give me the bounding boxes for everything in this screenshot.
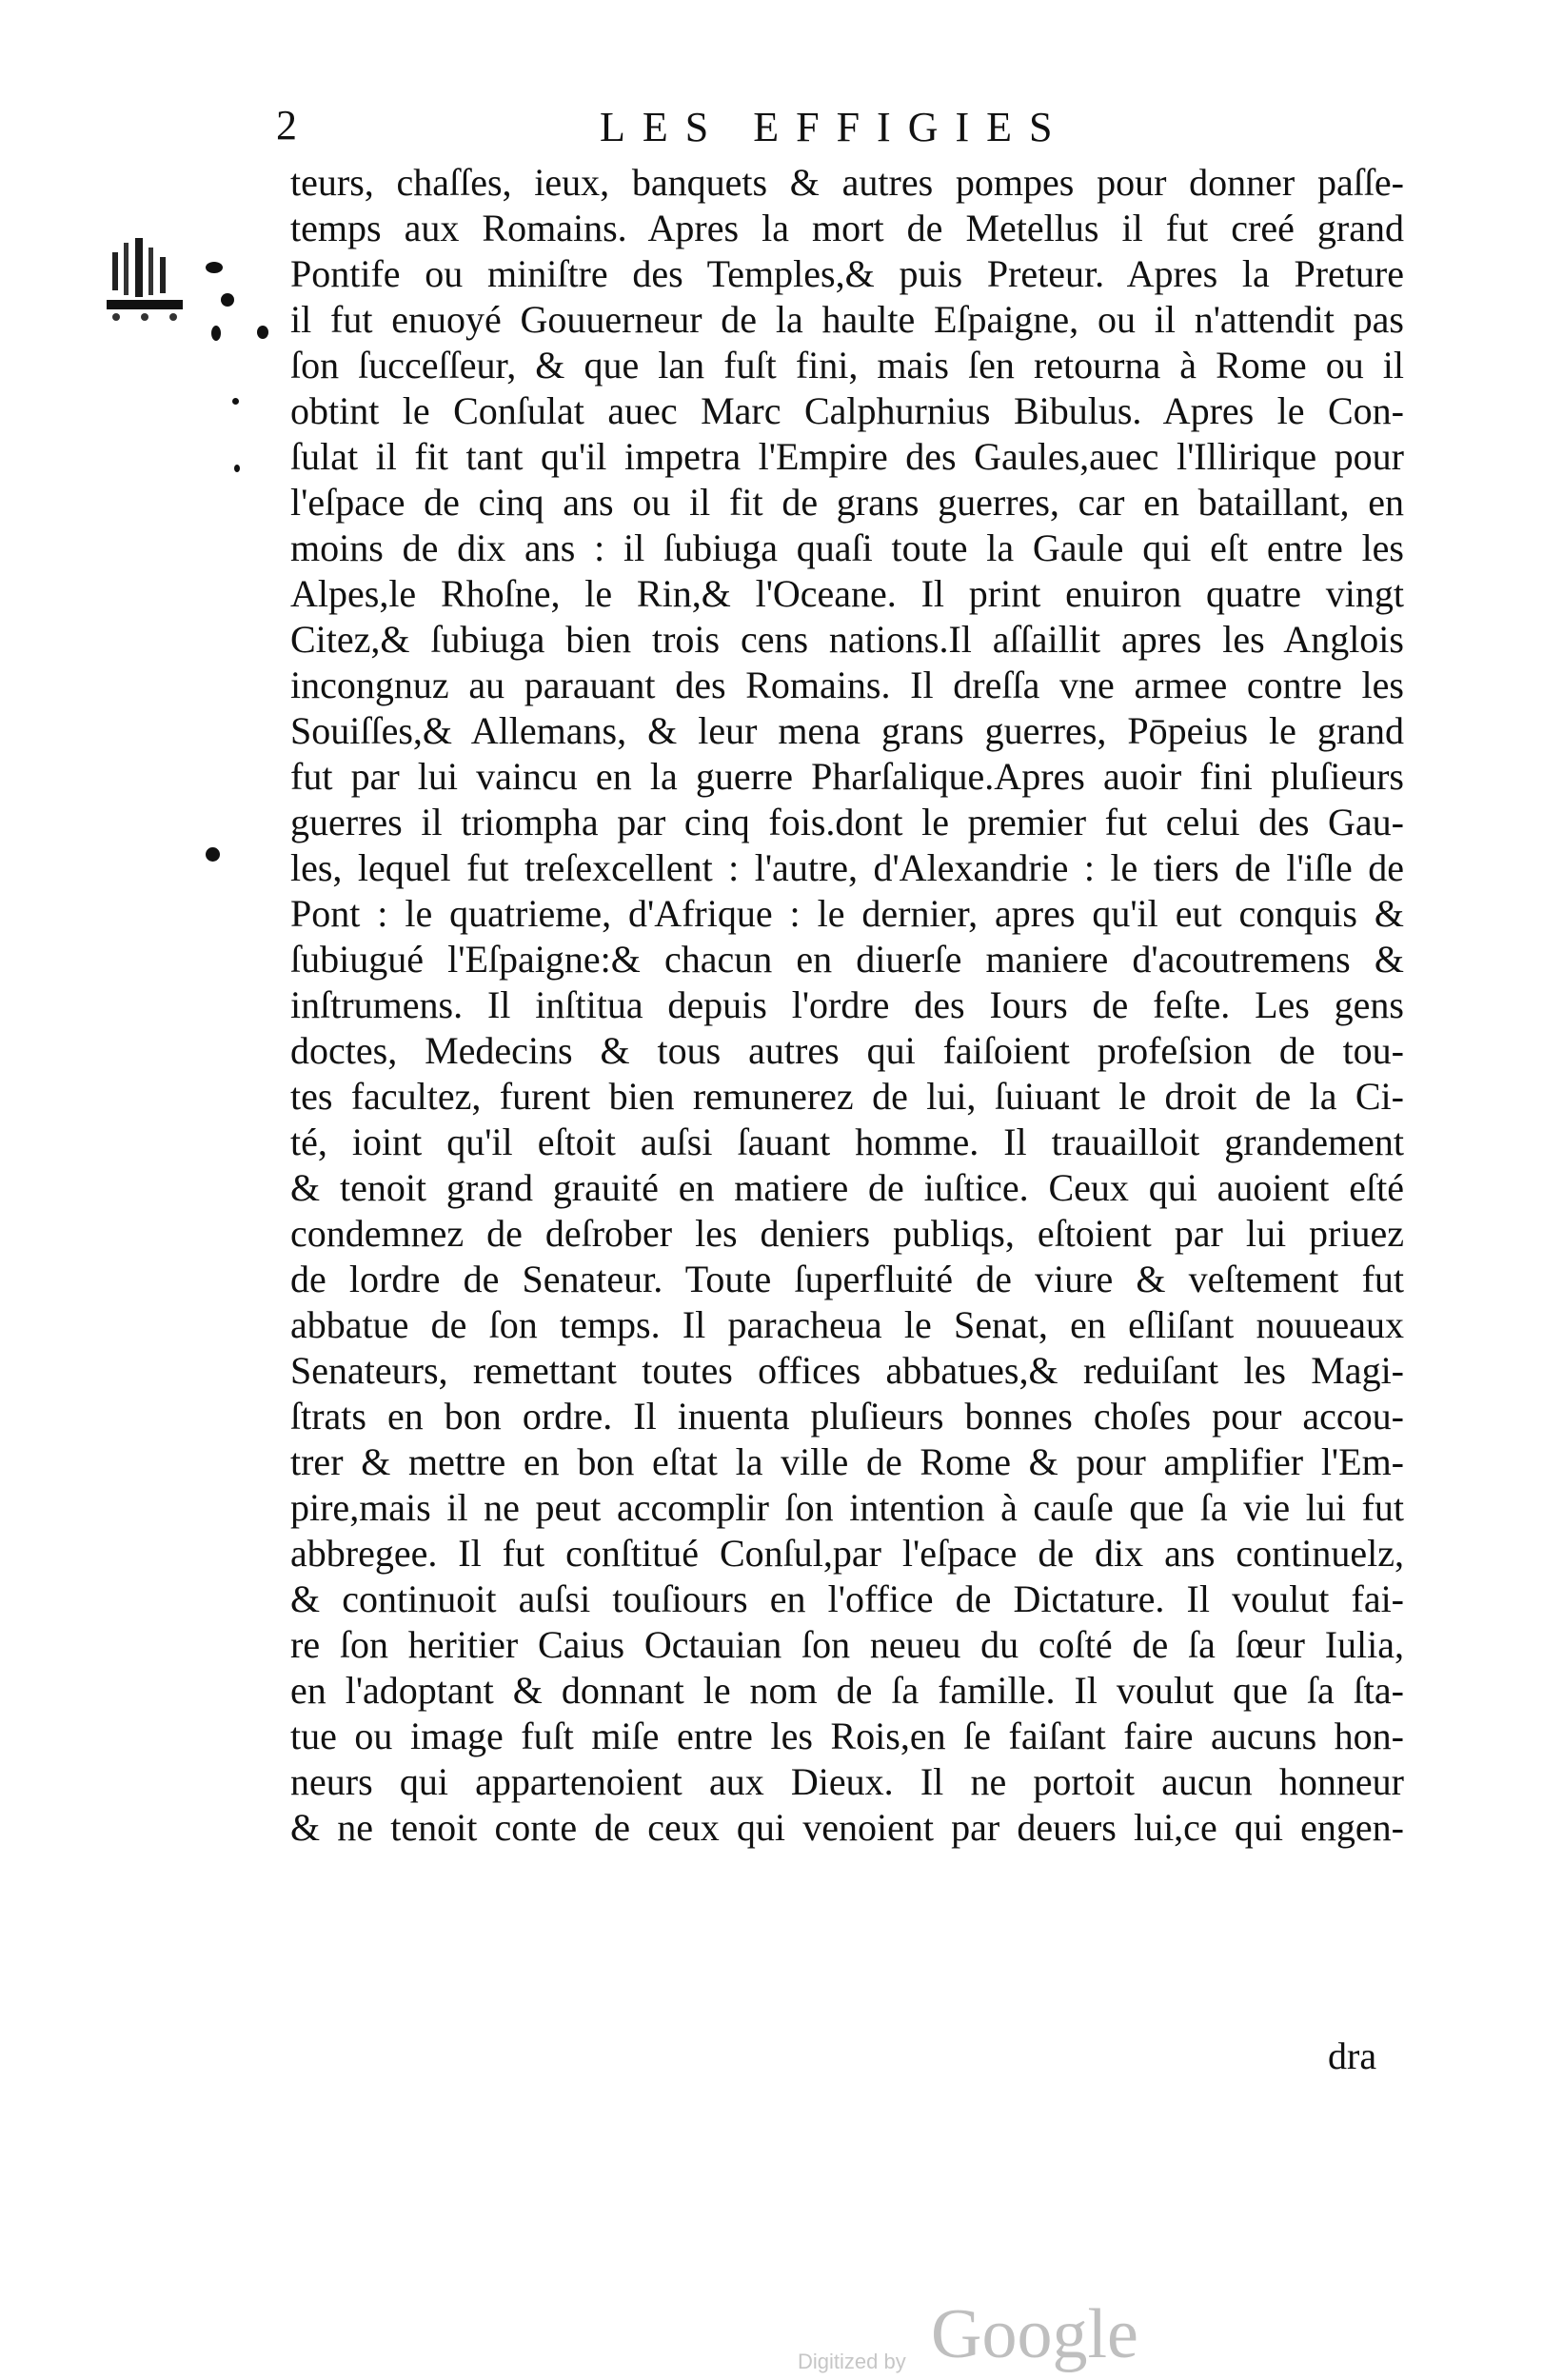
text-line: re ſon heritier Caius Octauian ſon neueu du coſté de ſa ſœur Iulia, [290, 1623, 1404, 1666]
text-line: Citez,& ſubiuga bien trois cens nations.Il aſſaillit apres les Anglois [290, 618, 1404, 661]
body-text [290, 160, 1404, 1851]
text-line: ſtrats en bon ordre. Il inuenta pluſieurs bonnes choſes pour accou- [290, 1395, 1404, 1438]
text-line: l'eſpace de cinq ans ou il fit de grans guerres, car en bataillant, en [290, 481, 1404, 524]
text-line: neurs qui appartenoient aux Dieux. Il ne portoit aucun honneur [290, 1760, 1404, 1803]
marginal-ornament-icon [105, 233, 190, 324]
text-line: doctes, Medecins & tous autres qui faiſoient profeſsion de tou- [290, 1029, 1404, 1072]
text-line: abbatue de ſon temps. Il paracheua le Senat, en eſliſant nouueaux [290, 1303, 1404, 1346]
text-line: & tenoit grand grauité en matiere de iuſtice. Ceux qui auoient eſté [290, 1166, 1404, 1209]
catchword: dra [1328, 2034, 1377, 2077]
text-line: teurs, chaſſes, ieux, banquets & autres pompes pour donner paſſe- [290, 161, 1404, 204]
text-line: té, ioint qu'il eſtoit auſsi ſauant homme. Il trauailloit grandement [290, 1121, 1404, 1163]
text-line: ſubiugué l'Eſpaigne:& chacun en diuerſe maniere d'acoutremens & [290, 938, 1404, 981]
text-line: obtint le Conſulat auec Marc Calphurnius Bibulus. Apres le Con- [290, 389, 1404, 432]
ink-mark [211, 326, 221, 341]
text-line: ſon ſucceſſeur, & que lan fuſt fini, mais ſen retourna à Rome ou il [290, 344, 1404, 387]
text-line: Alpes,le Rhoſne, le Rin,& l'Oceane. Il print enuiron quatre vingt [290, 572, 1404, 615]
text-line: Souiſſes,& Allemans, & leur mena grans guerres, Pōpeius le grand [290, 709, 1404, 752]
text-line: inſtrumens. Il inſtitua depuis l'ordre des Iours de feſte. Les gens [290, 983, 1404, 1026]
text-line: & continuoit auſsi touſiours en l'office de Dictature. Il voulut fai- [290, 1577, 1404, 1620]
text-line: Senateurs, remettant toutes offices abbatues,& reduiſant les Magi- [290, 1349, 1404, 1392]
text-line: il fut enuoyé Gouuerneur de la haulte Eſpaigne, ou il n'attendit pas [290, 298, 1404, 341]
ink-mark [206, 847, 220, 862]
text-line: en l'adoptant & donnant le nom de ſa famille. Il voulut que ſa ſta- [290, 1669, 1404, 1712]
google-logo: Google [931, 2295, 1138, 2373]
text-line: temps aux Romains. Apres la mort de Metellus il fut creé grand [290, 207, 1404, 249]
ink-mark [257, 326, 268, 339]
text-line: trer & mettre en bon eſtat la ville de Rome & pour amplifier l'Em- [290, 1440, 1404, 1483]
text-line: guerres il triompha par cinq fois.dont le premier fut celui des Gau- [290, 801, 1404, 843]
text-line: moins de dix ans : il ſubiuga quaſi toute la Gaule qui eſt entre les [290, 526, 1404, 569]
text-line: fut par lui vaincu en la guerre Pharſalique.Apres auoir fini pluſieurs [290, 755, 1404, 798]
text-line: de lordre de Senateur. Toute ſuperfluité de viure & veſtement fut [290, 1258, 1404, 1300]
text-line: abbregee. Il fut conſtitué Conſul,par l'eſpace de dix ans continuelz, [290, 1532, 1404, 1575]
digitized-by-label: Digitized by [798, 2350, 906, 2373]
ink-mark [234, 465, 240, 472]
text-line: tes facultez, furent bien remunerez de lui, ſuiuant le droit de la Ci- [290, 1075, 1404, 1118]
text-line: tue ou image fuſt miſe entre les Rois,en ſe faiſant faire aucuns hon- [290, 1715, 1404, 1757]
ink-mark [206, 262, 223, 273]
text-line: les, lequel fut treſexcellent : l'autre, d'Alexandrie : le tiers de l'iſle de [290, 846, 1404, 889]
page-number: 2 [276, 102, 297, 149]
text-line: condemnez de deſrober les deniers publiqs, eſtoient par lui priuez [290, 1212, 1404, 1255]
text-line: pire,mais il ne peut accomplir ſon intention à cauſe que ſa vie lui fut [290, 1486, 1404, 1529]
text-line: incongnuz au parauant des Romains. Il dreſſa vne armee contre les [290, 664, 1404, 706]
running-head: LES EFFIGIES [600, 104, 1070, 150]
text-line: Pont : le quatrieme, d'Afrique : le dernier, apres qu'il eut conquis & [290, 892, 1404, 935]
text-line: ſulat il fit tant qu'il impetra l'Empire des Gaules,auec l'Illirique pour [290, 435, 1404, 478]
text-line: Pontife ou miniſtre des Temples,& puis Preteur. Apres la Preture [290, 252, 1404, 295]
text-line: & ne tenoit conte de ceux qui venoient par deuers lui,ce qui engen- [290, 1806, 1404, 1849]
ink-mark [221, 293, 234, 307]
ink-mark [232, 398, 239, 405]
